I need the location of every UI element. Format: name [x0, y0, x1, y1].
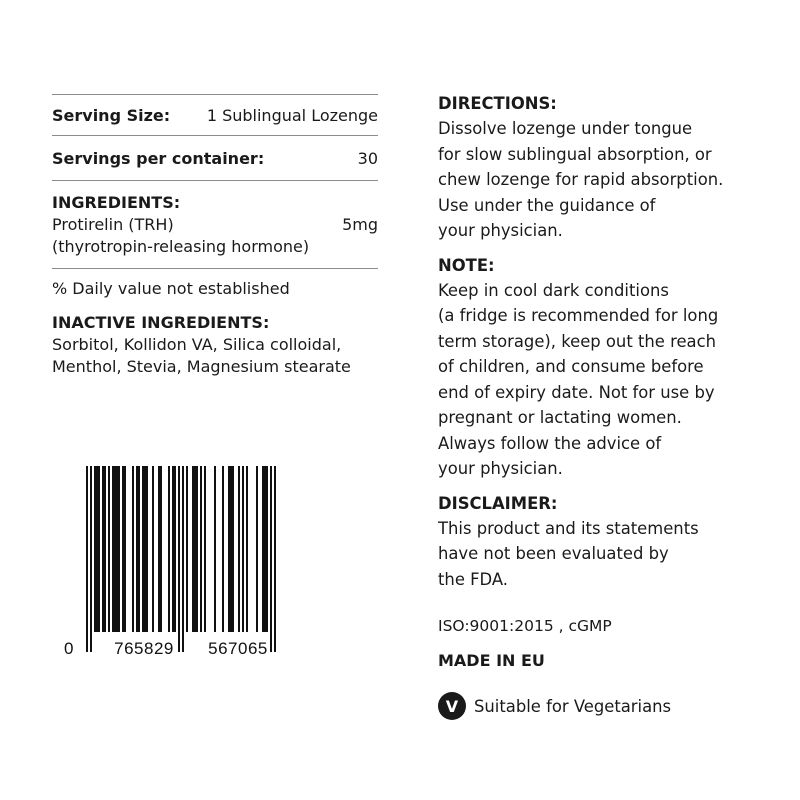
ingredients-section — [52, 181, 378, 268]
barcode-bar — [256, 466, 258, 632]
note-line-6: pregnant or lactating women. — [438, 408, 682, 427]
vegetarian-text: Suitable for Vegetarians — [474, 696, 672, 716]
barcode-bar — [246, 466, 248, 632]
servings-per-container-row — [52, 136, 378, 180]
barcode-bar — [274, 466, 276, 652]
inactive-ingredients-line-2: Menthol, Stevia, Magnesium stearate — [52, 357, 351, 376]
serving-size-value: 1 Sublingual Lozenge — [206, 105, 378, 125]
barcode-bar — [200, 466, 202, 632]
directions-line-1: Dissolve lozenge under tongue — [438, 119, 693, 138]
ingredient-name: Protirelin (TRH) — [52, 215, 174, 234]
iso-certification: ISO:9001:2015 , cGMP — [438, 617, 612, 635]
barcode-bar — [262, 466, 264, 632]
serving-size-label: Serving Size: — [52, 105, 171, 125]
barcode-bar — [158, 466, 160, 632]
barcode-bar — [186, 466, 188, 632]
directions-line-4: Use under the guidance of — [438, 195, 656, 215]
barcode-bar — [116, 466, 118, 632]
barcode-bar — [152, 466, 154, 632]
ingredient-amount: 5mg — [342, 215, 378, 234]
inactive-ingredients-section — [52, 312, 378, 378]
note-line-7: Always follow the advice of — [438, 433, 662, 453]
barcode-bar — [214, 466, 216, 632]
barcode-bar — [232, 466, 234, 632]
barcode-right-digits: 567065 — [208, 639, 268, 658]
barcode-bar — [174, 466, 176, 632]
note-section — [438, 253, 768, 482]
barcode-bar — [122, 466, 124, 632]
ingredients-title: INGREDIENTS: — [52, 193, 181, 212]
barcode-bar — [172, 466, 174, 632]
barcode-bar — [146, 466, 148, 632]
disclaimer-line-3: the FDA. — [438, 569, 509, 589]
vegetarian-icon: V — [438, 692, 466, 720]
disclaimer-title: DISCLAIMER: — [438, 493, 558, 513]
barcode-bar — [178, 466, 180, 652]
barcode-bars — [86, 466, 276, 652]
barcode-first-digit: 0 — [64, 639, 74, 658]
directions-title: DIRECTIONS: — [438, 94, 557, 113]
barcode-bar — [90, 466, 92, 652]
barcode-bar — [104, 466, 106, 632]
disclaimer-line-2: have not been evaluated by — [438, 544, 669, 563]
barcode-bar — [98, 466, 100, 632]
servings-per-container-value: 30 — [357, 148, 378, 168]
disclaimer-section — [438, 491, 768, 593]
note-line-2: (a fridge is recommended for long — [438, 306, 719, 325]
note-line-1: Keep in cool dark conditions — [438, 280, 669, 300]
inactive-ingredients-line-1: Sorbitol, Kollidon VA, Silica colloidal, — [52, 335, 342, 354]
directions-line-2: for slow sublingual absorption, or — [438, 144, 712, 164]
directions-line-5: your physician. — [438, 221, 563, 240]
barcode-bar — [192, 466, 194, 632]
barcode-bar — [124, 466, 126, 632]
barcode-bar — [266, 466, 268, 632]
label-info-column — [438, 91, 768, 720]
barcode-bar — [238, 466, 240, 632]
barcode-bar — [94, 466, 96, 632]
barcode-bar — [242, 466, 244, 632]
inactive-ingredients-title: INACTIVE INGREDIENTS: — [52, 313, 270, 332]
barcode-bar — [194, 466, 196, 632]
barcode-bar — [118, 466, 120, 632]
barcode-bar — [108, 466, 110, 632]
barcode-bar — [182, 466, 184, 652]
note-line-3: term storage), keep out the reach — [438, 331, 716, 351]
barcode-bar — [114, 466, 116, 632]
barcode-bar — [222, 466, 224, 632]
note-title: NOTE: — [438, 255, 495, 275]
barcode-bar — [204, 466, 206, 632]
barcode-bar — [270, 466, 272, 652]
serving-size-row — [52, 95, 378, 135]
servings-per-container-label: Servings per container: — [52, 148, 265, 168]
barcode-bar — [144, 466, 146, 632]
made-in-label: MADE IN EU — [438, 651, 545, 670]
barcode — [60, 466, 300, 664]
disclaimer-line-1: This product and its statements — [438, 518, 699, 538]
barcode-bar — [136, 466, 138, 632]
barcode-left-digits: 765829 — [114, 639, 174, 658]
directions-section — [438, 91, 768, 244]
barcode-bar — [228, 466, 230, 632]
note-line-8: your physician. — [438, 459, 563, 478]
note-line-4: of children, and consume before — [438, 357, 704, 376]
barcode-bar — [102, 466, 104, 632]
daily-value-note: % Daily value not established — [52, 279, 290, 298]
ingredient-subtitle: (thyrotropin-releasing hormone) — [52, 237, 310, 256]
ingredient-row — [52, 214, 378, 236]
barcode-bar — [96, 466, 98, 632]
barcode-bar — [112, 466, 114, 632]
barcode-bar — [138, 466, 140, 632]
barcode-bar — [132, 466, 134, 632]
barcode-bar — [168, 466, 170, 632]
vegetarian-badge — [438, 692, 768, 720]
barcode-bar — [86, 466, 88, 652]
barcode-bar — [160, 466, 162, 632]
barcode-bar — [142, 466, 144, 632]
barcode-bar — [264, 466, 266, 632]
note-line-5: end of expiry date. Not for use by — [438, 382, 715, 402]
barcode-bar — [230, 466, 232, 632]
barcode-bar — [196, 466, 198, 632]
supplement-facts-panel — [52, 94, 378, 378]
directions-line-3: chew lozenge for rapid absorption. — [438, 170, 724, 189]
